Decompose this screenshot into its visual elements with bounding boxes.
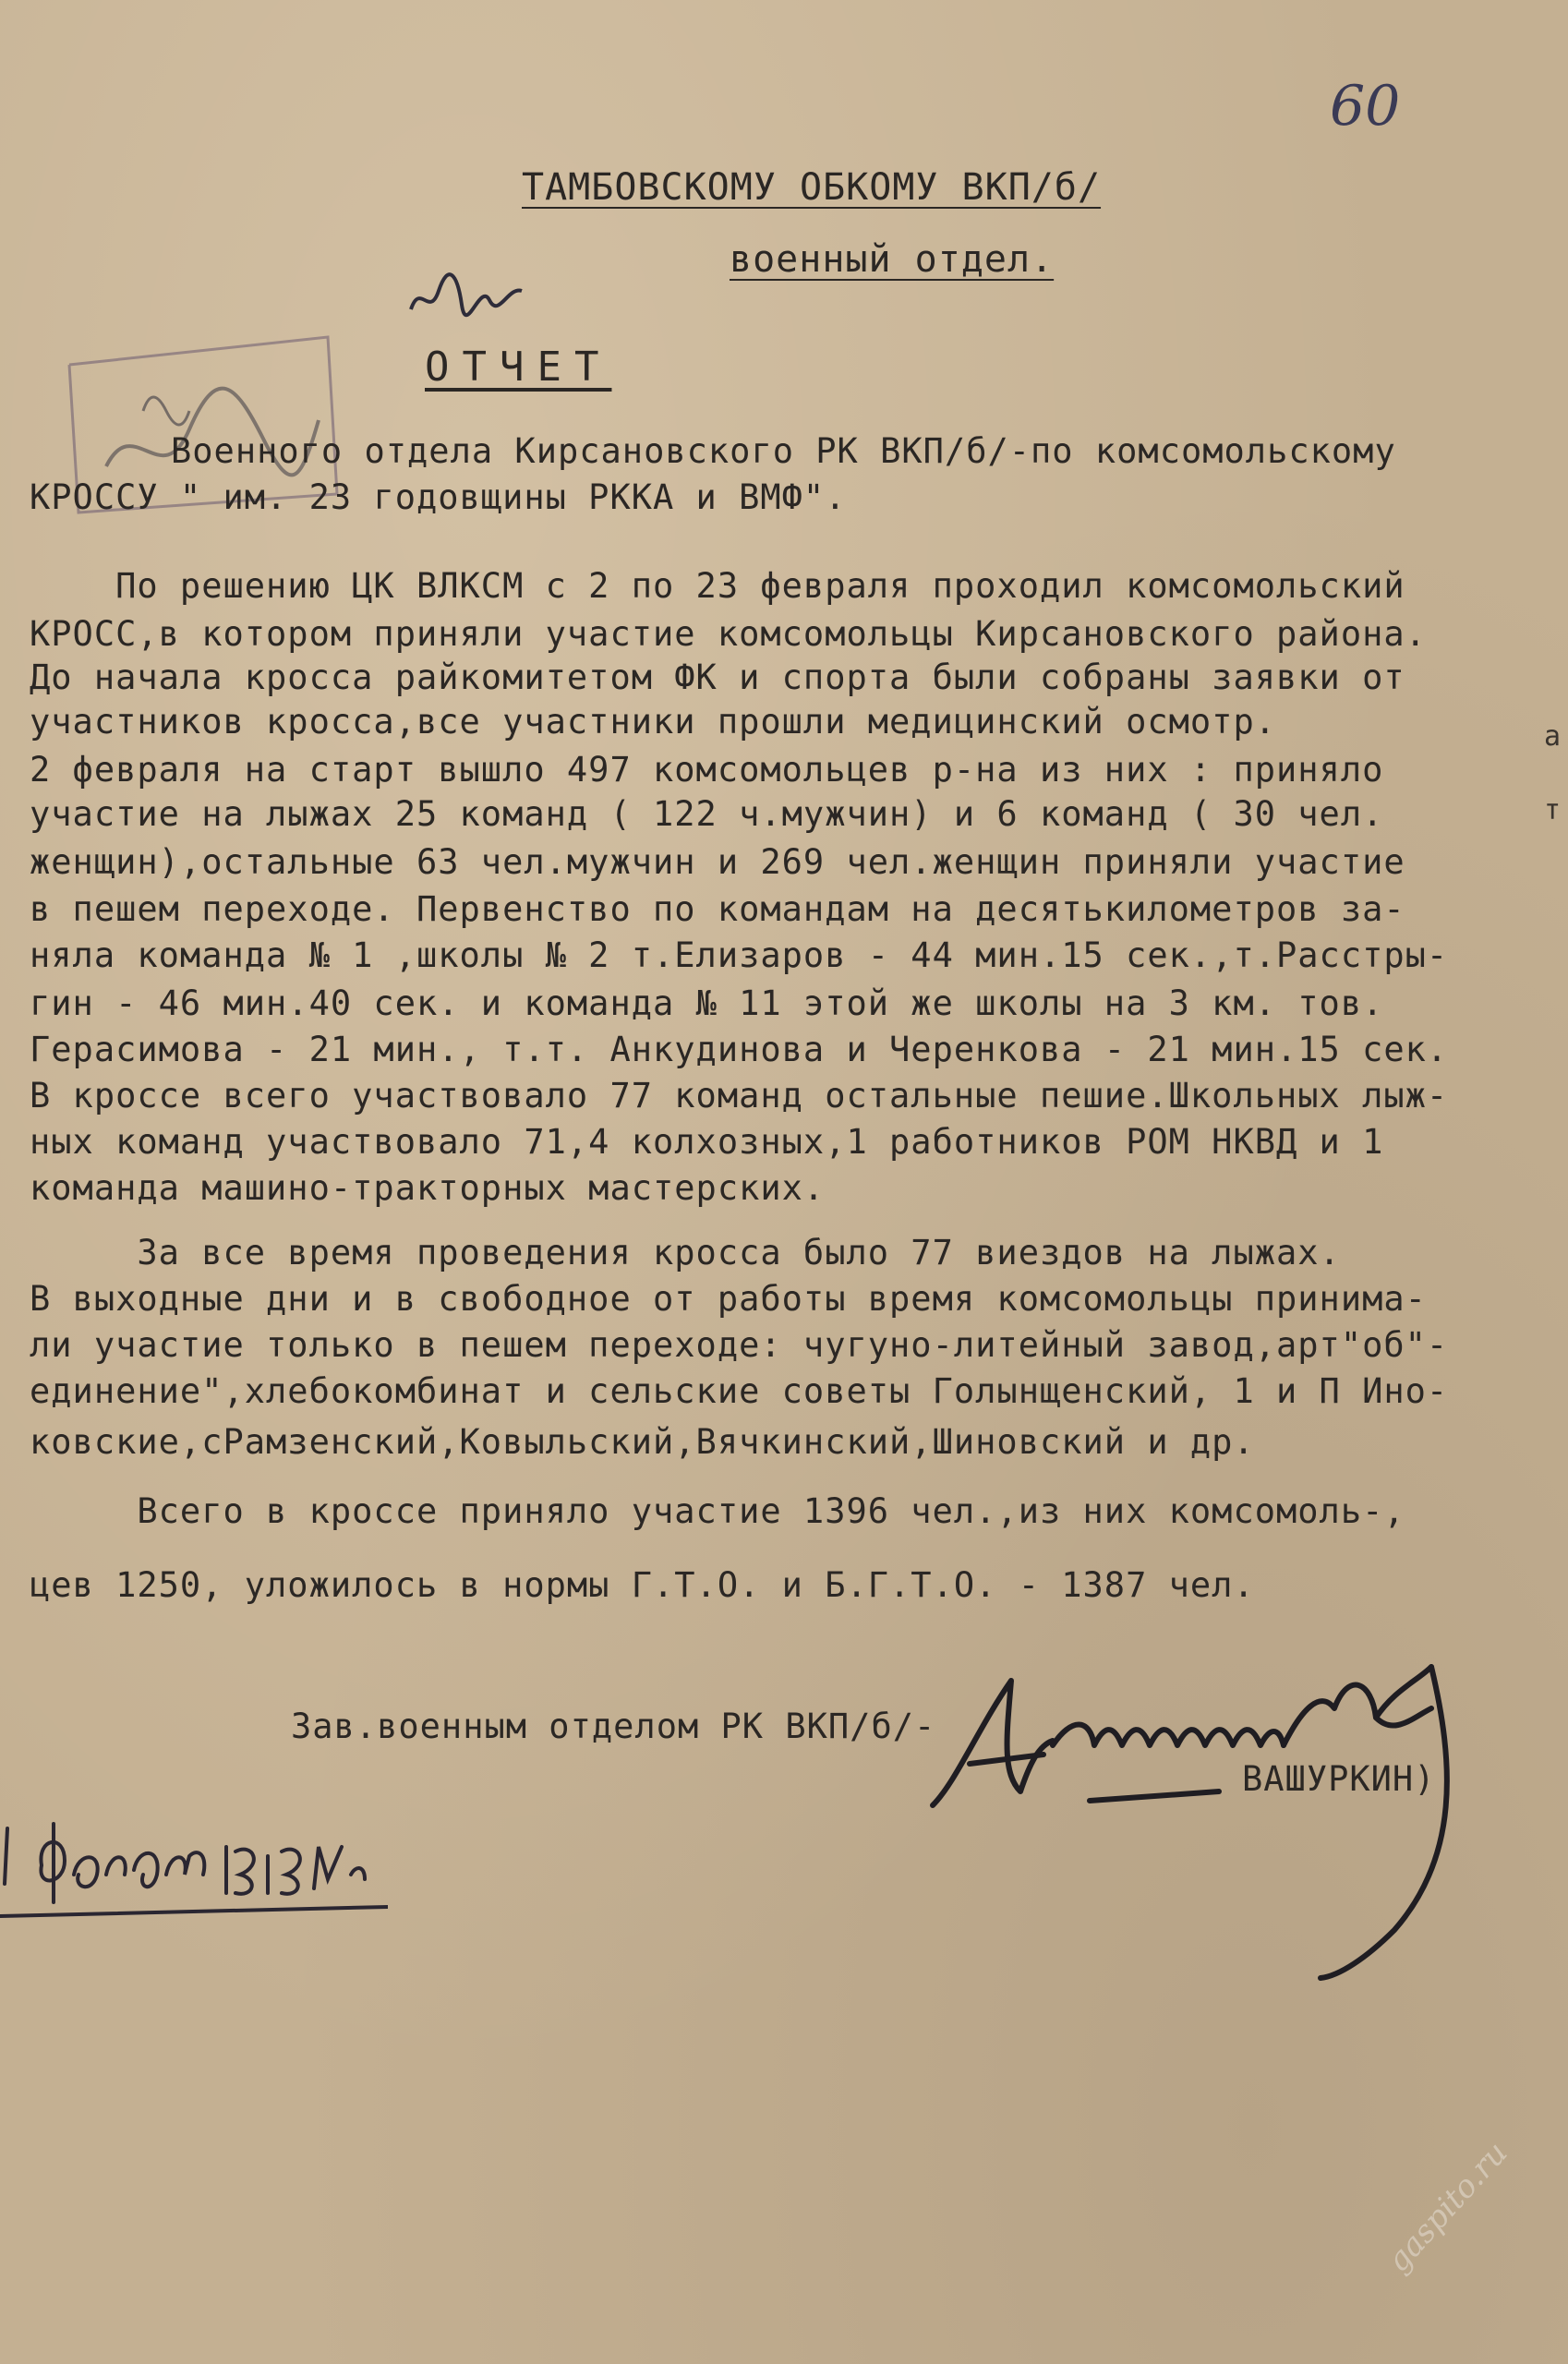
body-line: В кроссе всего участвовало 77 команд остальные пешие.Школьных лыж- (30, 1076, 1449, 1116)
body-line: КРОСС,в котором приняли участие комсомольцы Кирсановского района. (30, 614, 1427, 654)
body-line: участие на лыжах 25 команд ( 122 ч.мужчин) и 6 команд ( 30 чел. (30, 794, 1384, 834)
body-line: единение",хлебокомбинат и сельские советы Голынщенский, 1 и П Ино- (30, 1371, 1449, 1411)
department-header: военный отдел. (730, 238, 1055, 281)
body-line: гин - 46 мин.40 сек. и команда № 11 этой же школы на 3 км. тов. (30, 983, 1384, 1023)
body-line: в пешем переходе. Первенство по командам на десятькилометров за- (30, 889, 1405, 929)
body-line: участников кросса,все участники прошли медицинский осмотр. (30, 702, 1277, 742)
body-line: За все время проведения кросса было 77 виездов на лыжах. (30, 1233, 1341, 1272)
body-line: В выходные дни и в свободное от работы время комсомольцы принима- (30, 1279, 1427, 1319)
document-title: ОТЧЕТ (425, 344, 612, 391)
body-line: 2 февраля на старт вышло 497 комсомольцев р-на из них : приняло (30, 750, 1384, 790)
edge-mark: т (1544, 794, 1562, 826)
subtitle-line-1: Военного отдела Кирсановского РК ВКП/б/-по комсомольскому (171, 431, 1396, 471)
watermark: gaspito.ru (1380, 2134, 1515, 2280)
body-line: Герасимова - 21 мин., т.т. Анкудинова и Черенкова - 21 мин.15 сек. (30, 1030, 1449, 1069)
body-line: ных команд участвовало 71,4 колхозных,1 работников РОМ НКВД и 1 (30, 1122, 1384, 1162)
body-line: До начала кросса райкомитетом ФК и спорта были собраны заявки от (30, 657, 1405, 697)
signature-position: Зав.военным отделом РК ВКП/б/- (291, 1707, 936, 1746)
body-line: команда машино-тракторных мастерских. (30, 1168, 826, 1208)
body-line: По решению ЦК ВЛКСМ с 2 по 23 февраля проходил комсомольский (30, 566, 1405, 606)
signature-icon (914, 1653, 1468, 1985)
body-line: няла команда № 1 ,школы № 2 т.Елизаров - 44 мин.15 сек.,т.Расстры- (30, 935, 1449, 975)
body-line: Всего в кроссе приняло участие 1396 чел.,из них комсомоль-, (30, 1491, 1405, 1531)
addressee-header: ТАМБОВСКОМУ ОБКОМУ ВКП/б/ (522, 166, 1102, 209)
edge-mark: а (1544, 720, 1562, 753)
subtitle-line-2: КРОССУ " им. 23 годовщины РККА и ВМФ". (30, 477, 847, 517)
handwritten-date-icon (0, 1810, 388, 1921)
page-number: 60 (1330, 74, 1401, 139)
signature-name: ВАШУРКИН) (1242, 1759, 1436, 1799)
body-line: женщин),остальные 63 чел.мужчин и 269 чел.женщин приняли участие (30, 842, 1405, 882)
handwritten-mark-icon (406, 263, 526, 328)
body-line: ковские,сРамзенский,Ковыльский,Вячкинский,Шиновский и др. (30, 1422, 1255, 1462)
body-line: цев 1250, уложилось в нормы Г.Т.О. и Б.Г.Т.О. - 1387 чел. (30, 1565, 1255, 1605)
body-line: ли участие только в пешем переходе: чугуно-литейный завод,арт"об"- (30, 1325, 1449, 1365)
